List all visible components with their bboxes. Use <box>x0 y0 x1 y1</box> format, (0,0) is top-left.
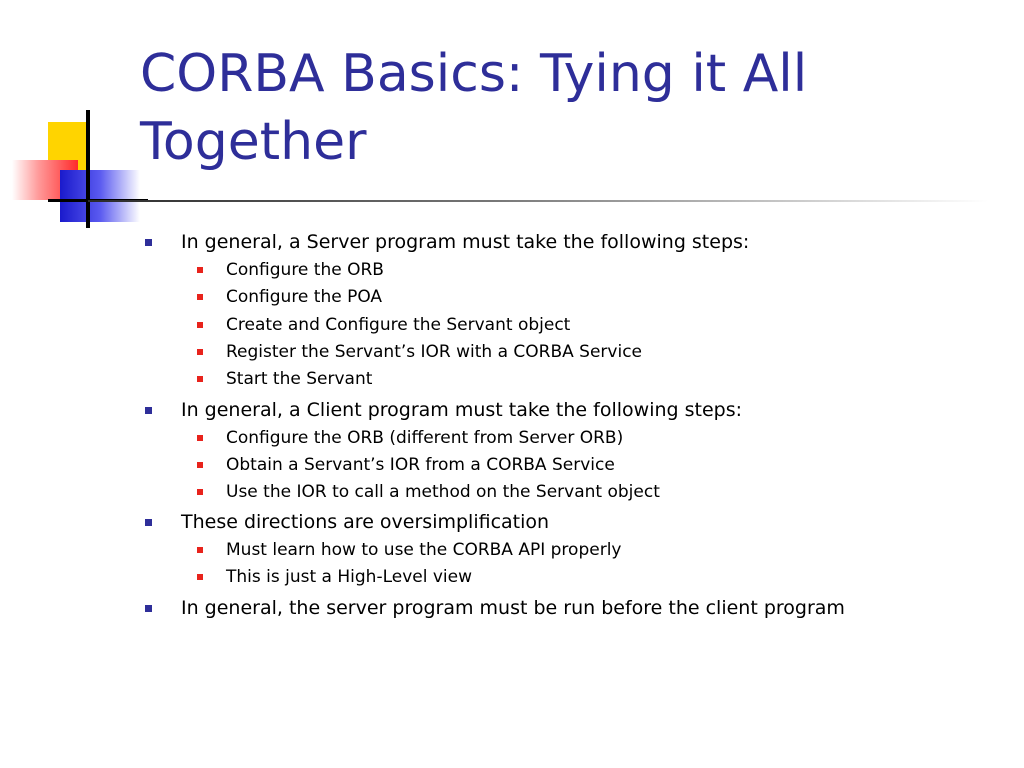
sub-bullet-item: Register the Servant’s IOR with a CORBA Service <box>226 342 643 362</box>
level1-bullet-marker <box>145 407 152 414</box>
slide-title-line-1: CORBA Basics: Tying it All <box>140 44 808 104</box>
sub-bullet-item: Obtain a Servant’s IOR from a CORBA Service <box>226 455 615 475</box>
level2-bullet-marker <box>197 376 203 382</box>
level1-bullet-marker <box>145 519 152 526</box>
level2-bullet-marker <box>197 349 203 355</box>
sub-bullet-item: Configure the ORB (different from Server ORB) <box>226 428 624 448</box>
bullet-item: These directions are oversimplification <box>181 511 550 533</box>
bullet-item: In general, a Server program must take the following steps: <box>181 231 750 253</box>
level2-bullet-marker <box>197 267 203 273</box>
sub-bullet-item: Use the IOR to call a method on the Servant object <box>226 482 660 502</box>
level2-bullet-marker <box>197 574 203 580</box>
level2-bullet-marker <box>197 435 203 441</box>
sub-bullet-item: Create and Configure the Servant object <box>226 315 571 335</box>
sub-bullet-item: Configure the ORB <box>226 260 384 280</box>
slide-title-line-2: Together <box>140 112 367 172</box>
level2-bullet-marker <box>197 489 203 495</box>
level1-bullet-marker <box>145 605 152 612</box>
bullet-item: In general, the server program must be run before the client program <box>181 597 845 619</box>
bullet-item: In general, a Client program must take the following steps: <box>181 399 743 421</box>
level2-bullet-marker <box>197 547 203 553</box>
sub-bullet-item: Must learn how to use the CORBA API properly <box>226 540 622 560</box>
level2-bullet-marker <box>197 294 203 300</box>
level2-bullet-marker <box>197 462 203 468</box>
sub-bullet-item: Start the Servant <box>226 369 373 389</box>
sub-bullet-item: This is just a High-Level view <box>226 567 473 587</box>
level2-bullet-marker <box>197 322 203 328</box>
level1-bullet-marker <box>145 239 152 246</box>
sub-bullet-item: Configure the POA <box>226 287 383 307</box>
